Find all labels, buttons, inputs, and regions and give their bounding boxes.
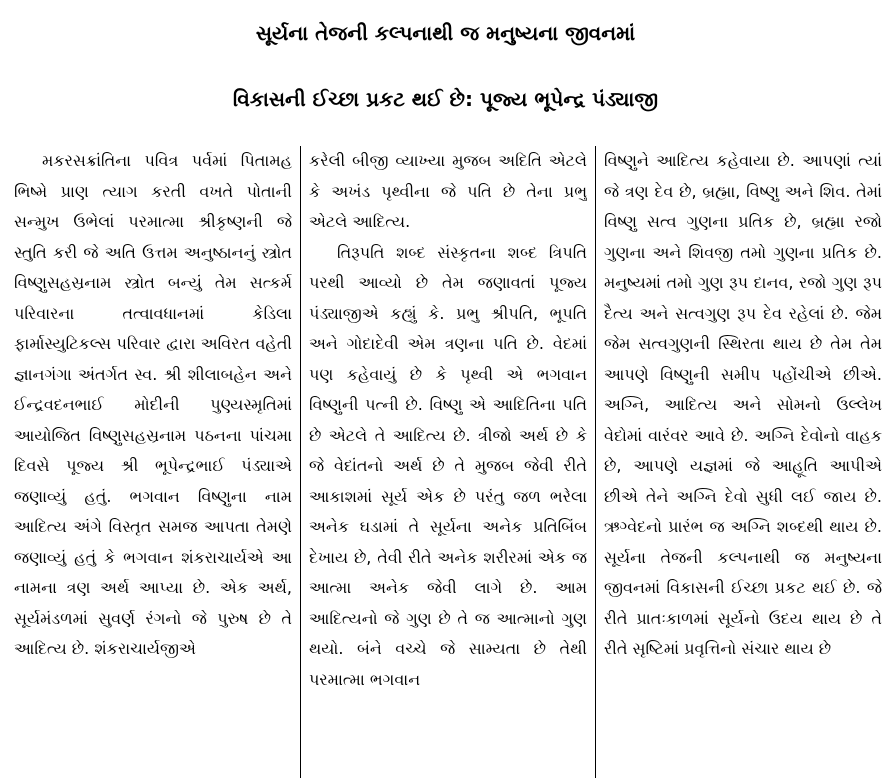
headline-line-2: વિકાસની ઈચ્છા પ્રકટ થઈ છે: પૂજ્ય ભૂપેન્દ્ર પંડ્યાજી (232, 87, 659, 111)
column-2-paragraph-2: તિરૂપતિ શબ્દ સંસ્કૃતના શબ્દ ત્રિપતિ પરથી આવ્યો છે તેમ જણાવતાં પૂજ્ય પંડ્યાજીએ કહ્યું કે. પ્રભુ શ્રીપતિ, ભૂપતિ અને ગોદાદેવી એમ ત્રણના પતિ છે. વેદમાં પણ કહેવાયું છે કે પૃથ્વી એ ભગવાન વિષ્ણુની પત્ની છે. વિષ્ણુ એ આદિતિના પતિ છે એટલે તે આદિત્ય છે. ત્રીજો અર્થ છે કે જે વેદાંતનો અર્થ છે તે મુજબ જેવી રીતે આકાશમાં સૂર્ય એક છે પરંતુ જળ ભરેલા અનેક ઘડામાં તે સૂર્યના અનેક પ્રતિબિંબ દેખાય છે, તેવી રીતે અનેક શરીરમાં એક જ આત્મા અનેક જેવી લાગે છે. આમ આદિત્યનો જે ગુણ છે તે જ આત્માનો ગુણ થયો. બંને વચ્ચે જે સામ્યતા છે તેથી પરમાત્મા ભગવાન (309, 242, 587, 689)
article-column-1 (14, 146, 292, 778)
column-3-paragraph-1: વિષ્ણુને આદિત્ય કહેવાયા છે. આપણાં ત્યાં જે ત્રણ દેવ છે, બ્રહ્મા, વિષ્ણુ અને શિવ. તેમાં વિષ્ણુ સત્વ ગુણના પ્રતિક છે, બ્રહ્મા રજો ગુણના અને શિવજી તમો ગુણના પ્રતિક છે. મનુષ્યમાં તમો ગુણ રૂપ દાનવ, રજો ગુણ રૂપ દૈત્ય અને સત્વગુણ રૂપ દેવ રહેલાં છે. જેમ જેમ સત્વગુણની સ્થિરતા થાય છે તેમ તેમ આપણે વિષ્ણુની સમીપ પહોંચીએ છીએ. અગ્નિ, આદિત્ય અને સોમનો ઉલ્લેખ વેદોમાં વારંવર આવે છે. અગ્નિ દેવોનો વાહક છે, આપણે યજ્ઞમાં જે આહૂતિ આપીએ છીએ તેને અગ્નિ દેવો સુધી લઈ જાય છે. ઋગ્વેદનો પ્રારંભ જ અગ્નિ શબ્દથી થાય છે. સૂર્યના તેજની કલ્પનાથી જ મનુષ્યના જીવનમાં વિકાસની ઈચ્છા પ્રકટ થઈ છે. જે રીતે પ્રાતઃકાળમાં સૂર્યનો ઉદય થાય છે તે રીતે સૃષ્ટિમાં પ્રવૃત્તિનો સંચાર થાય છે (604, 151, 882, 658)
article-column-3 (604, 146, 882, 778)
article-column-2 (309, 146, 587, 778)
column-2-paragraph-1: કરેલી બીજી વ્યાખ્યા મુજબ અદિતિ એટલે કે અખંડ પૃથ્વીના જે પતિ છે તેના પ્રભુ એટલે આદિત્ય. (309, 151, 587, 231)
article-body (14, 146, 882, 778)
column-divider (595, 146, 596, 778)
column-divider (300, 146, 301, 778)
headline-line-1: સૂર્યના તેજની કલ્પનાથી જ મનુષ્યના જીવનમાં (255, 21, 636, 45)
column-1-paragraph-1: મકરસક્રાંતિના પવિત્ર પર્વમાં પિતામહ ભિષ્મે પ્રાણ ત્યાગ કરતી વખતે પોતાની સન્મુખ ઉભેલાં પરમાત્મા શ્રીકૃષ્ણની જે સ્તુતિ કરી જે અતિ ઉત્તમ અનુષ્ઠાનનું સ્ત્રોત વિષ્ણુસહસ્રનામ સ્ત્રોત બન્યું તેમ સત્કર્મ પરિવારના તત્વાવધાનમાં કેડિલા ફાર્માસ્યુટિકલ્સ પરિવાર દ્વારા અવિરત વહેતી જ્ઞાનગંગા અંતર્ગત સ્વ. શ્રી શીલાબહેન અને ઈન્દ્રવદનભાઈ મોદીની પુણ્યસ્મૃતિમાં આયોજિત વિષ્ણુસહસ્રનામ પઠનના પાંચમા દિવસે પૂજ્ય શ્રી ભૂપેન્દ્રભાઈ પંડ્યાએ જણાવ્યું હતું. ભગવાન વિષ્ણુના નામ આદિત્ય અંગે વિસ્તૃત સમજ આપતા તેમણે જણાવ્યું હતું કે ભગવાન શંકરાચાર્યએ આ નામના ત્રણ અર્થ આપ્યા છે. એક અર્થ, સૂર્યમંડળમાં સુવર્ણ રંગનો જે પુરુષ છે તે આદિત્ય છે. શંકરાચાર્યજીએ (14, 151, 292, 658)
article-headline (0, 0, 891, 140)
